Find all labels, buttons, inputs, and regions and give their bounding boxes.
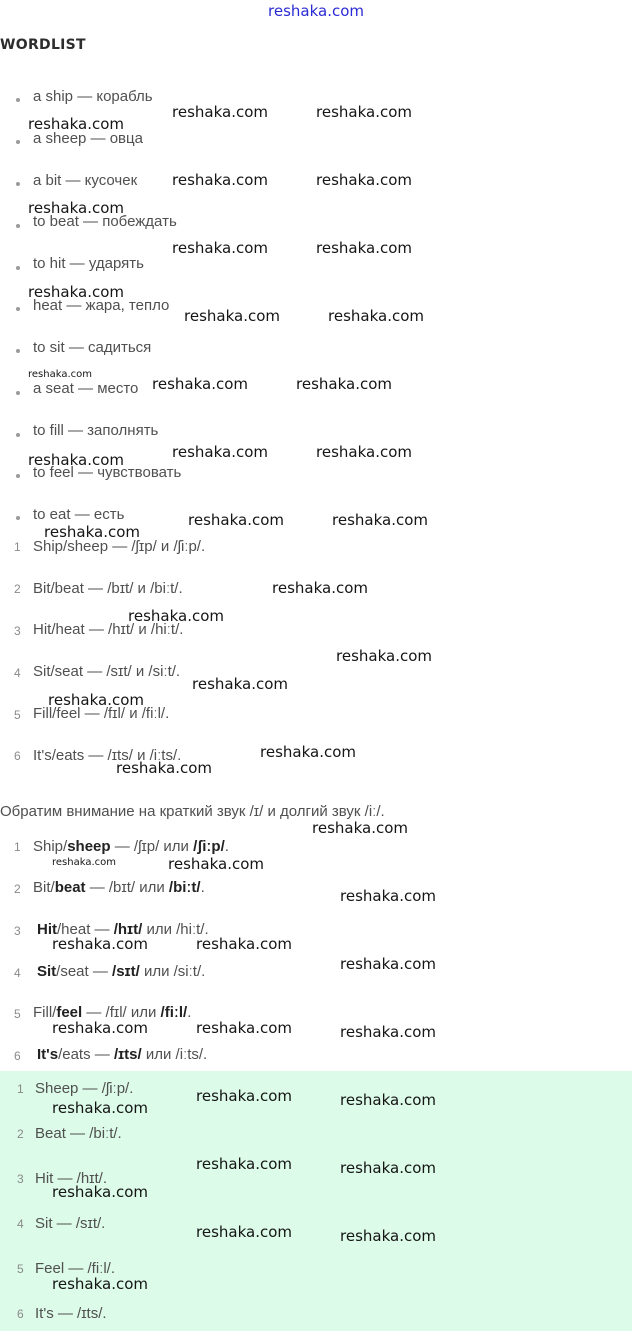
watermark: reshaka.com <box>340 1227 436 1245</box>
watermark: reshaka.com <box>52 1019 148 1037</box>
emphasis-text: It's/eats — /ɪts/ или /iːts/. <box>37 1046 208 1063</box>
bullet-icon <box>16 182 20 186</box>
watermark: reshaka.com <box>28 369 92 380</box>
item-number: 4 <box>14 966 21 980</box>
watermark: reshaka.com <box>192 675 288 693</box>
emphasis-text: Fill/feel — /fɪl/ или /fiːl/. <box>33 1004 192 1021</box>
watermark: reshaka.com <box>188 511 284 529</box>
pair-text: Hit/heat — /hɪt/ и /hiːt/. <box>33 621 184 638</box>
watermark: reshaka.com <box>172 171 268 189</box>
pair-text: Bit/beat — /bɪt/ и /biːt/. <box>33 580 183 597</box>
word-text: a ship — корабль <box>33 88 153 105</box>
watermark: reshaka.com <box>272 579 368 597</box>
watermark: reshaka.com <box>28 283 124 301</box>
answer-text: Beat — /biːt/. <box>35 1125 122 1142</box>
watermark: reshaka.com <box>168 855 264 873</box>
watermark: reshaka.com <box>340 1091 436 1109</box>
watermark: reshaka.com <box>128 607 224 625</box>
word-text: to feel — чувствовать <box>33 464 182 481</box>
item-number: 5 <box>14 1007 21 1021</box>
watermark: reshaka.com <box>48 691 144 709</box>
word-text: to sit — садиться <box>33 339 152 356</box>
watermark: reshaka.com <box>196 935 292 953</box>
item-number: 6 <box>17 1307 24 1321</box>
watermark: reshaka.com <box>196 1019 292 1037</box>
watermark: reshaka.com <box>152 375 248 393</box>
watermark: reshaka.com <box>52 1099 148 1117</box>
bullet-icon <box>16 307 20 311</box>
watermark: reshaka.com <box>316 103 412 121</box>
answer-text: Feel — /fiːl/. <box>35 1260 116 1277</box>
bullet-icon <box>16 266 20 270</box>
word-text: a seat — место <box>33 380 139 397</box>
watermark: reshaka.com <box>52 1275 148 1293</box>
watermark: reshaka.com <box>340 887 436 905</box>
watermark: reshaka.com <box>196 1087 292 1105</box>
item-number: 6 <box>14 1049 21 1063</box>
watermark: reshaka.com <box>116 759 212 777</box>
word-text: to beat — побеждать <box>33 213 177 230</box>
watermark: reshaka.com <box>28 451 124 469</box>
item-number: 1 <box>14 540 21 554</box>
answer-text: It's — /ɪts/. <box>35 1305 107 1322</box>
item-number: 1 <box>14 840 21 854</box>
word-text: a bit — кусочек <box>33 172 138 189</box>
pair-text: Sit/seat — /sɪt/ и /siːt/. <box>33 663 181 680</box>
watermark: reshaka.com <box>328 307 424 325</box>
watermark: reshaka.com <box>316 443 412 461</box>
bullet-icon <box>16 433 20 437</box>
item-number: 3 <box>17 1172 24 1186</box>
watermark: reshaka.com <box>296 375 392 393</box>
answer-text: Sit — /sɪt/. <box>35 1215 106 1232</box>
answer-text: Sheep — /ʃiːp/. <box>35 1080 134 1097</box>
bullet-icon <box>16 516 20 520</box>
watermark: reshaka.com <box>332 511 428 529</box>
emphasis-text: Ship/sheep — /ʃɪp/ или /ʃiːp/. <box>33 838 229 855</box>
watermark: reshaka.com <box>52 857 116 868</box>
watermark: reshaka.com <box>172 103 268 121</box>
watermark: reshaka.com <box>172 443 268 461</box>
watermark: reshaka.com <box>316 239 412 257</box>
watermark: reshaka.com <box>184 307 280 325</box>
watermark: reshaka.com <box>28 199 124 217</box>
pair-text: It's/eats — /ɪts/ и /iːts/. <box>33 747 182 764</box>
bullet-icon <box>16 98 20 102</box>
item-number: 5 <box>14 708 21 722</box>
emphasis-text: Hit/heat — /hɪt/ или /hiːt/. <box>37 921 209 938</box>
bullet-icon <box>16 349 20 353</box>
watermark: reshaka.com <box>172 239 268 257</box>
watermark: reshaka.com <box>340 955 436 973</box>
answer-text: Hit — /hɪt/. <box>35 1170 108 1187</box>
item-number: 5 <box>17 1262 24 1276</box>
bullet-icon <box>16 391 20 395</box>
bullet-icon <box>16 140 20 144</box>
watermark: reshaka.com <box>340 1023 436 1041</box>
item-number: 2 <box>14 882 21 896</box>
bullet-icon <box>16 224 20 228</box>
watermark: reshaka.com <box>340 1159 436 1177</box>
watermark: reshaka.com <box>260 743 356 761</box>
watermark: reshaka.com <box>336 647 432 665</box>
item-number: 4 <box>14 666 21 680</box>
item-number: 4 <box>17 1217 24 1231</box>
wordlist-title: WORDLIST <box>0 37 86 53</box>
item-number: 2 <box>17 1127 24 1141</box>
pair-text: Ship/sheep — /ʃɪp/ и /ʃiːp/. <box>33 538 206 555</box>
pair-text: Fill/feel — /fɪl/ и /fiːl/. <box>33 705 170 722</box>
watermark: reshaka.com <box>28 115 124 133</box>
watermark: reshaka.com <box>312 819 408 837</box>
watermark: reshaka.com <box>44 523 140 541</box>
watermark: reshaka.com <box>196 1223 292 1241</box>
word-text: to fill — заполнять <box>33 422 159 439</box>
site-header-link[interactable]: reshaka.com <box>268 2 364 20</box>
watermark: reshaka.com <box>196 1155 292 1173</box>
word-text: heat — жара, тепло <box>33 297 170 314</box>
word-text: to eat — есть <box>33 506 125 523</box>
item-number: 6 <box>14 749 21 763</box>
item-number: 2 <box>14 582 21 596</box>
watermark: reshaka.com <box>52 1183 148 1201</box>
watermark: reshaka.com <box>52 935 148 953</box>
item-number: 1 <box>17 1082 24 1096</box>
emphasis-text: Bit/beat — /bɪt/ или /biːt/. <box>33 879 205 896</box>
word-text: a sheep — овца <box>33 130 143 147</box>
item-number: 3 <box>14 624 21 638</box>
watermark: reshaka.com <box>316 171 412 189</box>
bullet-icon <box>16 474 20 478</box>
item-number: 3 <box>14 924 21 938</box>
emphasis-text: Sit/seat — /sɪt/ или /siːt/. <box>37 963 206 980</box>
intro-text: Обратим внимание на краткий звук /ɪ/ и долгий звук /iː/. <box>0 803 385 820</box>
word-text: to hit — ударять <box>33 255 144 272</box>
